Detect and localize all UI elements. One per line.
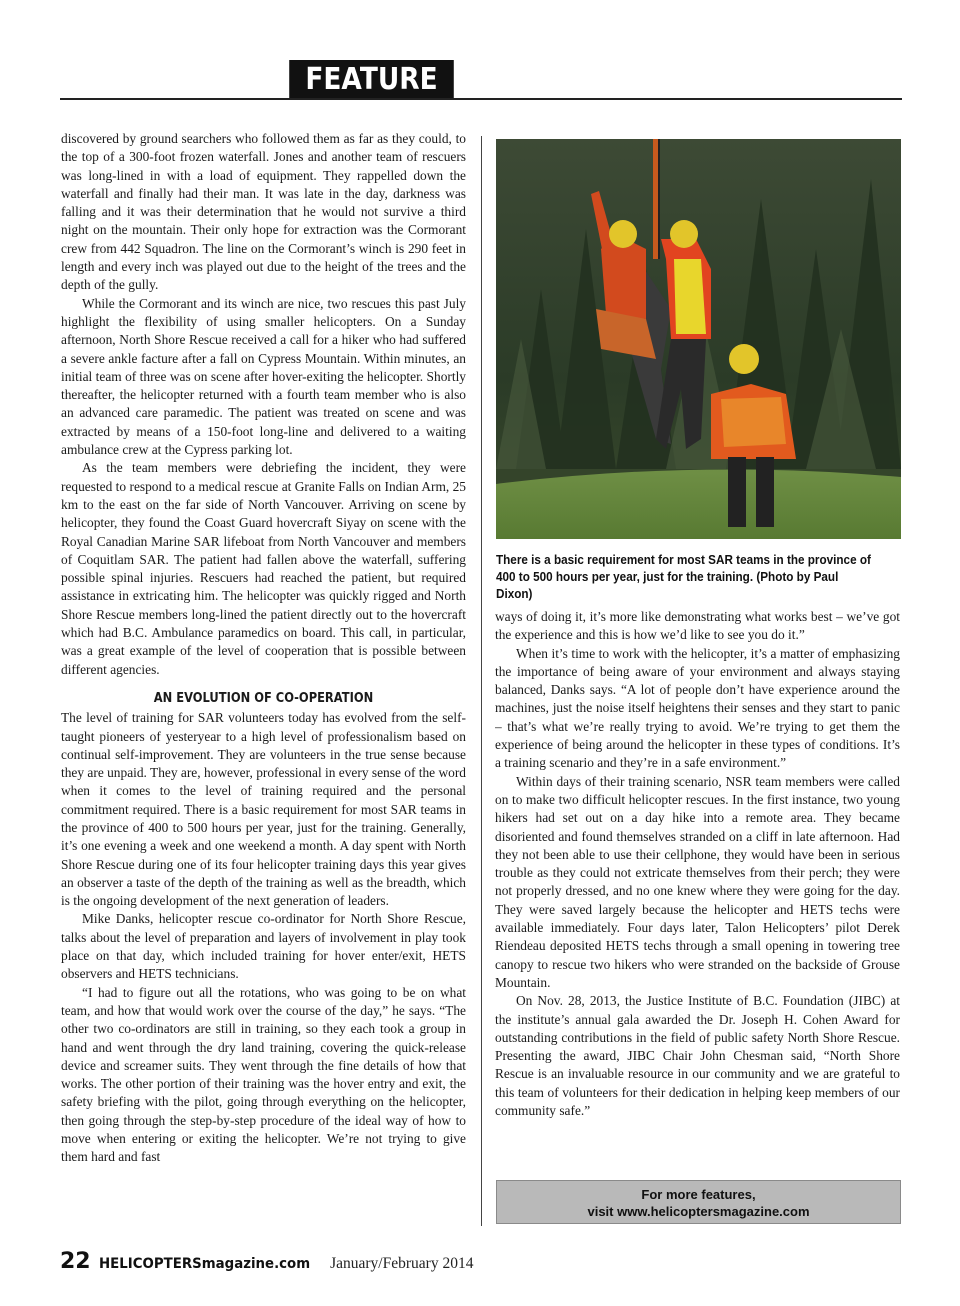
body-paragraph: Within days of their training scenario, NSR team members were called on to make two difficult helicopter rescues. In the first instance, two young hikers had set out on a day hike into a remote area. They became disoriented and found themselves stranded on a cliff in late afternoon. Had they not been able to use their cellphone, they would have been in serious trouble as they could not extricate themselves from their perch; they were not properly dressed, and no one knew where they were going for the day. They were saved largely because the helicopter and HETS techs were available immediately. Four days later, Talon Helicopters’ pilot Derek Riendeau deposited HETS techs through a small opening in towering tree canopy to rescue two hikers who were stranded on the backside of Grouse Mountain. [495, 773, 900, 990]
body-paragraph: discovered by ground searchers who followed them as far as they could, to the top of a 300-foot frozen waterfall. Jones and another team of rescuers was long-lined in with a load of equipment. They rappelled down the waterfall and finally had their man. It was late in the day, darkness was falling and it was their determination that he would not survive a third night on the mountain. Their only hope for extraction was the Cormorant crew from 442 Squadron. The line on the Cormorant’s winch is 290 feet in length and every inch was played out due to the height of the trees and the depth of the gully. [61, 131, 466, 293]
section-label: FEATURE [289, 60, 454, 100]
right-column [495, 608, 900, 1168]
body-paragraph: When it’s time to work with the helicopter, it’s a matter of emphasizing the importance of being aware of your environment and always staying balanced, Danks says. “A lot of people don’t have experience around the machines, just the noise itself heightens their senses and they start to panic – that’s what we’re really trying to avoid. We’re trying to get them the experience of being around the helicopter in these types of conditions. It’s a training scenario and they’re in a safe environment.” [495, 645, 900, 771]
page-footer [60, 1249, 473, 1279]
photo-caption: There is a basic requirement for most SAR teams in the province of 400 to 500 hours per year, just for the training. (Photo by Paul Dixon) [496, 553, 871, 601]
body-paragraph: “I had to figure out all the rotations, who was going to be on what team, and how that would work over the course of the day,” he says. “The other two co-ordinators are still in training, so they each took a group in hand and went through the dry land training, covering the quick-release device and screamer suits. They went through the fine details of how that works. The other portion of their training was the hover entry and exit, the safety briefing with the pilot, going through everything on the helicopter, then going through the step-by-step procedure of the ideal way of how to move when entering or exiting the helicopter. We’re not trying to give them hard and fast [61, 984, 466, 1165]
body-paragraph: Mike Danks, helicopter rescue co-ordinator for North Shore Rescue, talks about the level of preparation and layers of involvement in play took place on that day, which included training for hover enter/exit, HETS observers and HETS technicians. [61, 911, 466, 982]
body-paragraph: As the team members were debriefing the incident, they were requested to respond to a medical rescue at Granite Falls on Indian Arm, 25 km to the east on the far side of North Vancouver. Arriving on scene by helicopter, they found the Coast Guard hovercraft Siyay on scene with the Royal Canadian Marine SAR lifeboat from North Vancouver and members of Coquitlam SAR. The patient had fallen above the waterfall, suffering possible spinal injuries. Rescuers had reached the patient, but required assistance in extricating him. The helicopter was quickly rigged and North Shore Rescue members long-lined the patient directly out to the hovercraft which had B.C. Ambulance paramedics on board. This call, in particular, was a great example of the level of cooperation that is possible between different agencies. [61, 460, 466, 677]
body-paragraph: The level of training for SAR volunteers today has evolved from the self-taught pioneers of yesteryear to a high level of professionalism based on continual self-improvement. They are volunteers in the true sense because they are unpaid. They are, however, professional in every sense of the word when it comes to the level of training required and the personal commitment required. There is a basic requirement for most SAR teams in the province of 400 to 500 hours per year, just for the training. Generally, it’s one evening a week and one weekend a month. A day spent with North Shore Rescue during one of its four helicopter training days this year gives an observer a taste of the depth of the training as well as the breadth, which is the ongoing development of the next generation of leaders. [61, 710, 466, 909]
promo-line: For more features, [641, 1187, 756, 1202]
body-paragraph: While the Cormorant and its winch are nice, two rescues this past July highlight the flexibility of using smaller helicopters. On a Sunday afternoon, North Shore Rescue received a call for a hiker who had suffered a severe ankle facture after a fall on Cypress Mountain. Within minutes, an initial team of three was on scene after hover-exiting the helicopter. Shortly thereafter, the helicopter returned with a fourth team member who is also an advanced care paramedic. The patient was treated on scene and was extracted by means of a 150-foot long-line and delivered to a waiting ambulance crew at the Cypress parking lot. [61, 295, 466, 458]
section-subhead: AN EVOLUTION OF CO-OPERATION [153, 689, 374, 706]
header-rule [60, 98, 902, 100]
rescue-photo [496, 139, 901, 539]
column-divider [481, 136, 482, 1226]
body-paragraph: ways of doing it, it’s more like demonstrating what works best – we’ve got the experience and this is how we’d like to see you do it.” [495, 609, 900, 643]
promo-link[interactable]: visit www.helicoptersmagazine.com [587, 1204, 810, 1219]
left-column [61, 130, 466, 1232]
footer-site: HELICOPTERSmagazine.com [98, 1256, 310, 1272]
page-number: 22 [60, 1249, 91, 1274]
promo-box[interactable] [496, 1180, 901, 1224]
footer-issue: January/February 2014 [330, 1255, 474, 1272]
body-paragraph: On Nov. 28, 2013, the Justice Institute of B.C. Foundation (JIBC) at the institute’s annual gala awarded the Dr. Joseph H. Cohen Award for outstanding contributions in the field of public safety North Shore Rescue. Presenting the award, JIBC Chair John Chesman said, “North Shore Rescue is an invaluable resource in our community and we are grateful to this team of volunteers for their dedication in helping keep members of our community safe.” [495, 993, 900, 1119]
